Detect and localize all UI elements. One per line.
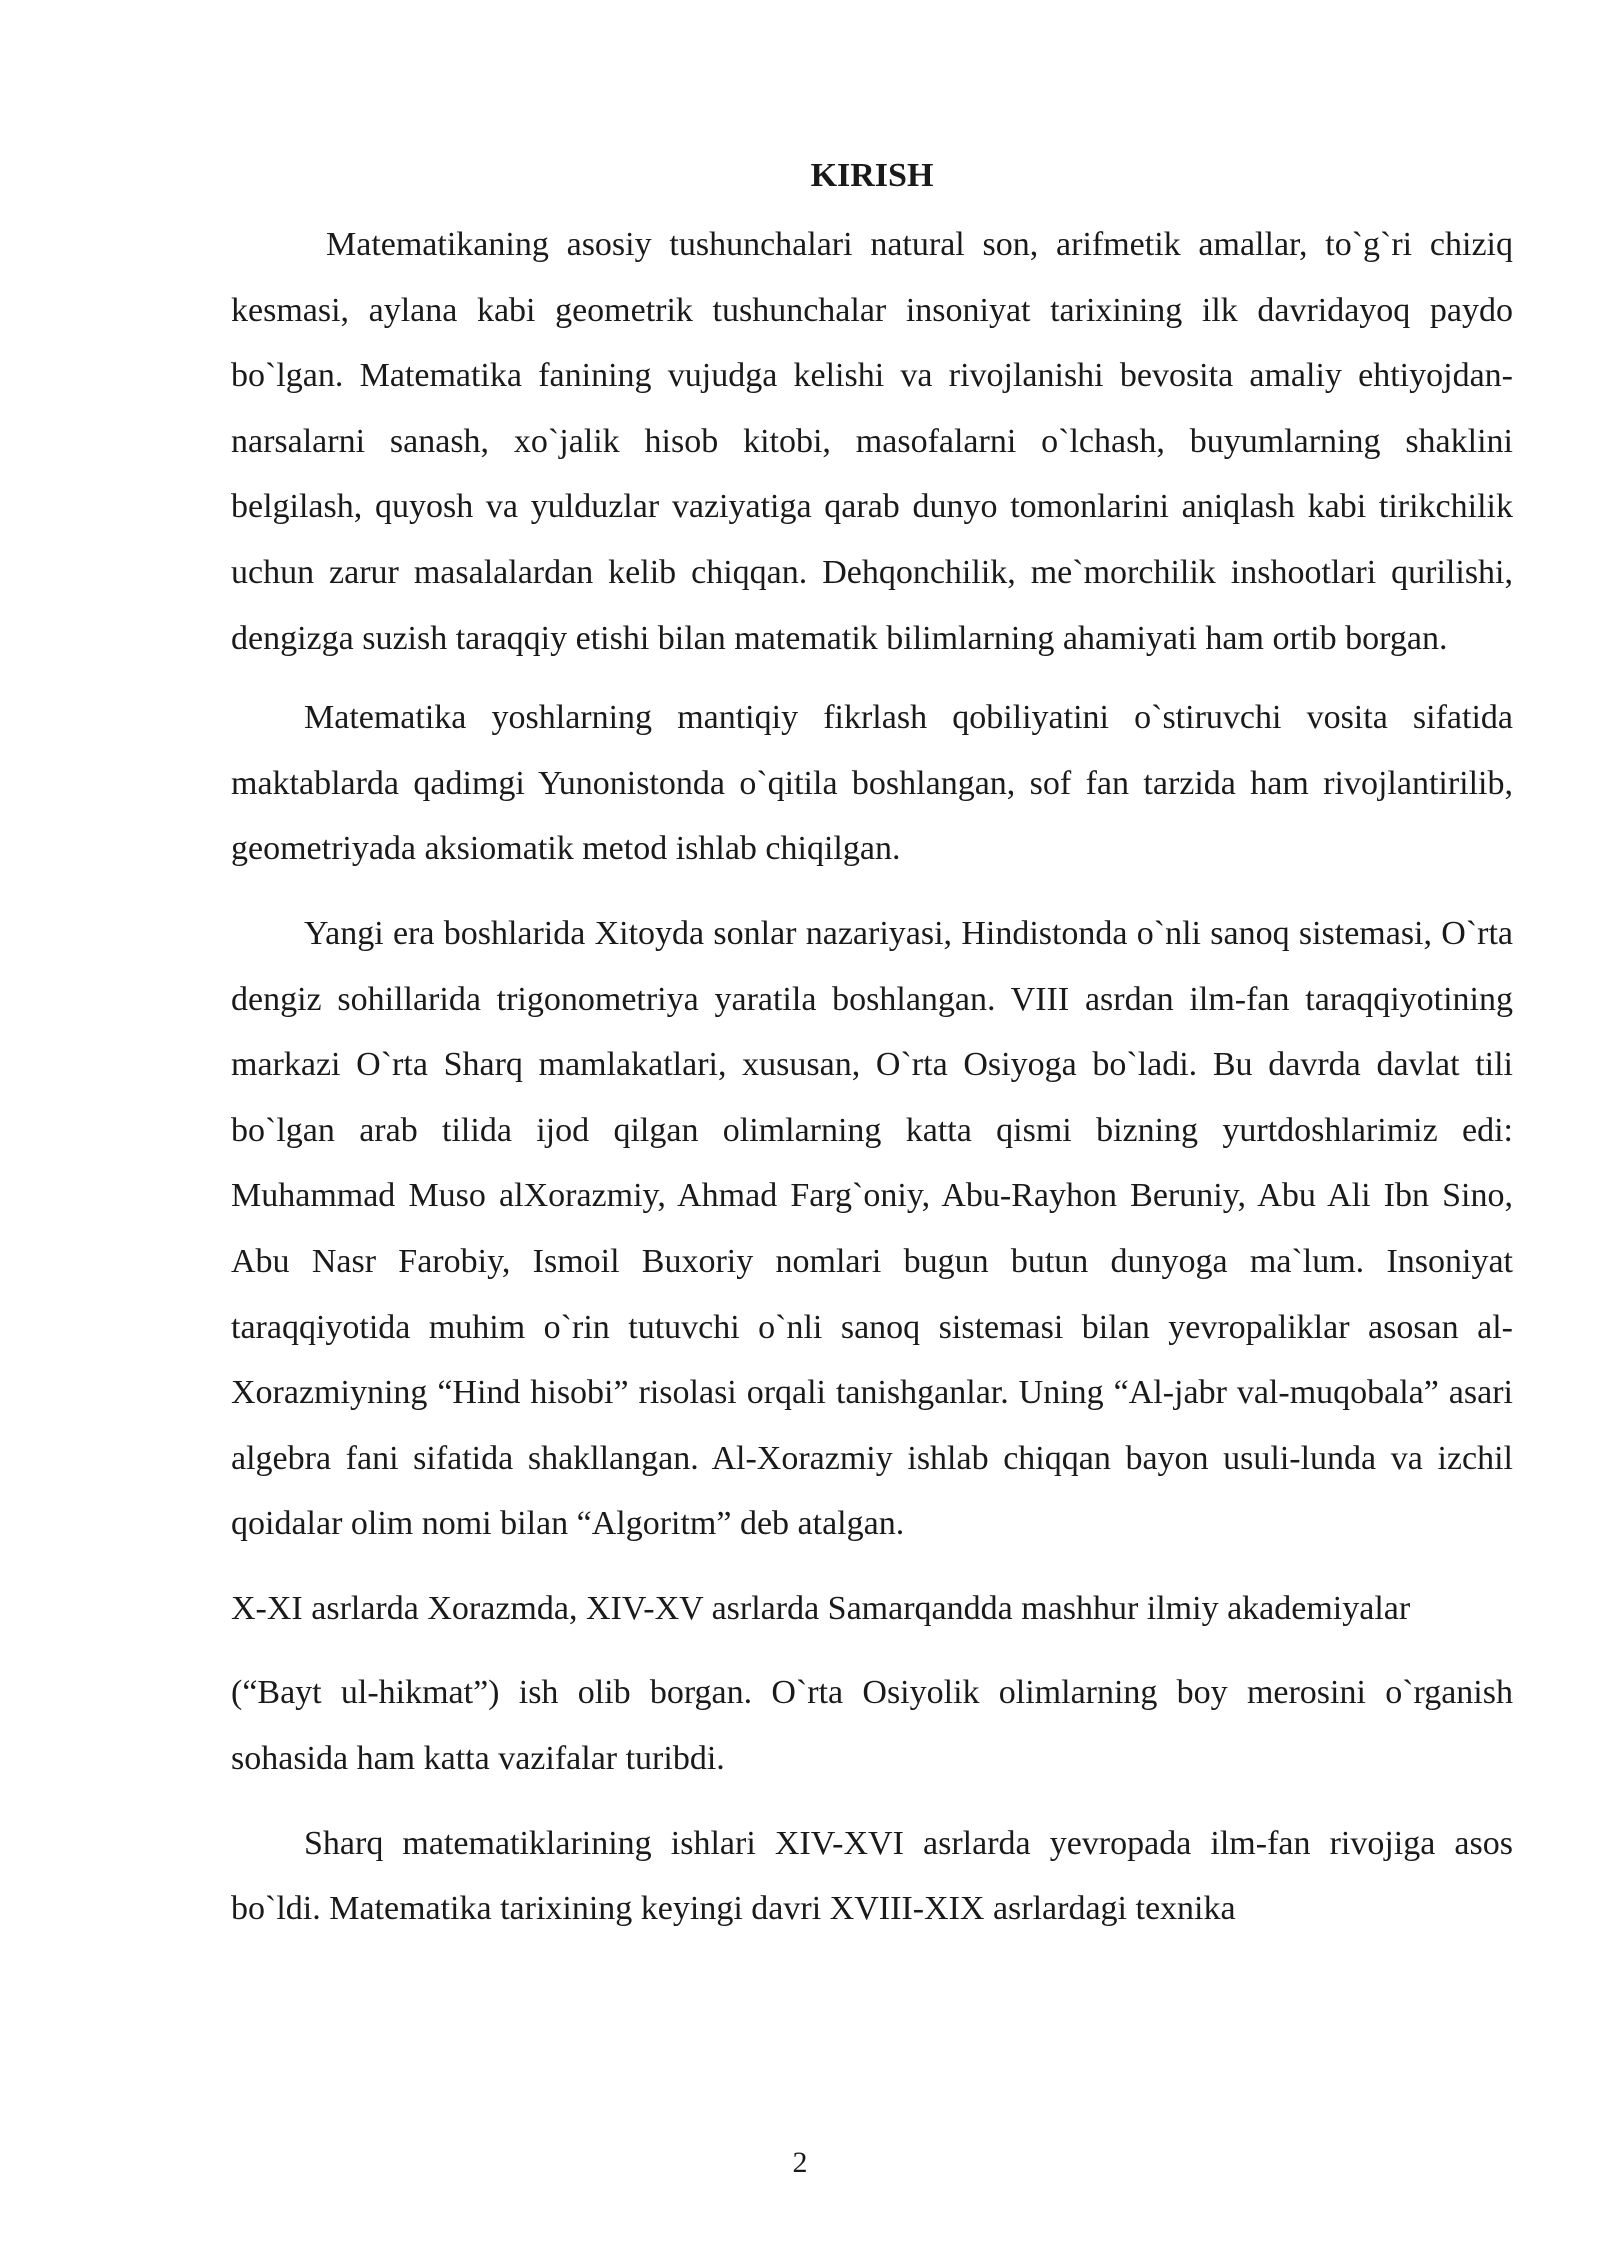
paragraph-3: Yangi era boshlarida Xitoyda sonlar nazariyasi, Hindistonda o`nli sanoq sistemasi, O`rta dengiz sohillarida trigonometriya yaratila boshlangan. VIII asrdan ilm-fan taraqqiyotining markazi O`rta Sharq mamlakatlari, xususan, O`rta Osiyoga bo`ladi. Bu davrda davlat tili bo`lgan arab tilida ijod qilgan olimlarning katta qismi bizning yurtdoshlarimiz edi: Muhammad Muso alXorazmiy, Ahmad Farg`oniy, Abu-Rayhon Beruniy, Abu Ali Ibn Sino, Abu Nasr Farobiy, Ismoil Buxoriy nomlari bugun butun dunyoga ma`lum. Insoniyat taraqqiyotida muhim o`rin tutuvchi o`nli sanoq sistemasi bilan yevropaliklar asosan al-Xorazmiyning “Hind hisobi” risolasi orqali tanishganlar. Uning “Al-jabr val-muqobala” asari algebra fani sifatida shakllangan. Al-Xorazmiy ishlab chiqqan bayon usuli-lunda va izchil qoidalar olim nomi bilan “Algoritm” deb atalgan.	[231, 914, 1513, 1543]
paragraph-1: Matematikaning asosiy tushunchalari natural son, arifmetik amallar, to`g`ri chiziq kesmasi, aylana kabi geometrik tushunchalar insoniyat tarixining ilk davridayoq paydo bo`lgan. Matematika fanining vujudga kelishi va rivojlanishi bevosita amaliy ehtiyojdan-narsalarni sanash, xo`jalik hisob kitobi, masofalarni o`lchash, buyumlarning shaklini belgilash, quyosh va yulduzlar vaziyatiga qarab dunyo tomonlarini aniqlash kabi tirikchilik uchun zarur masalalardan kelib chiqqan. Dehqonchilik, me`morchilik inshootlari qurilishi, dengizga suzish taraqqiy etishi bilan matematik bilimlarning ahamiyati ham ortib borgan.	[231, 226, 1513, 657]
page-number: 2	[792, 2146, 808, 2179]
paragraph-6: Sharq matematiklarining ishlari XIV-XVI asrlarda yevropada ilm-fan rivojiga asos bo`ldi. Matematika tarixining keyingi davri XVIII-XIX asrlardagi texnika	[231, 1824, 1513, 1928]
paragraph-5: (“Bayt ul-hikmat”) ish olib borgan. O`rta Osiyolik olimlarning boy merosini o`rganish sohasida ham katta vazifalar turibdi.	[231, 1674, 1513, 1778]
paragraph-4: X-XI asrlarda Xorazmda, XIV-XV asrlarda Samarqandda mashhur ilmiy akademiyalar	[231, 1589, 1411, 1627]
paragraph-2: Matematika yoshlarning mantiqiy fikrlash qobiliyatini o`stiruvchi vosita sifatida maktablarda qadimgi Yunonistonda o`qitila boshlangan, sof fan tarzida ham rivojlantirilib, geometriyada aksiomatik metod ishlab chiqilgan.	[231, 699, 1513, 868]
page-title: KIRISH	[810, 157, 934, 194]
document-body	[231, 150, 1513, 1942]
